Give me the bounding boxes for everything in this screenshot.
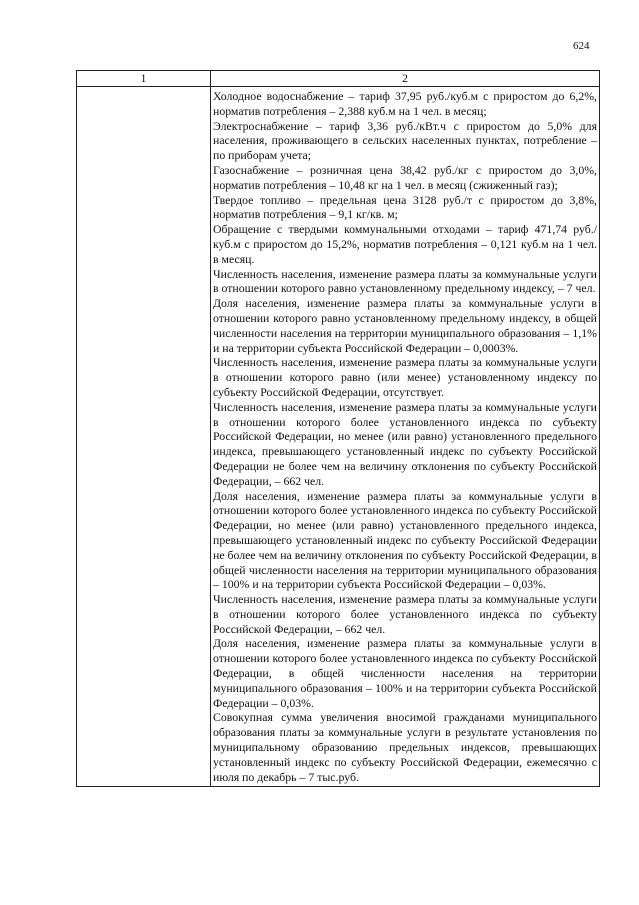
empty-cell-column-1 xyxy=(77,87,211,787)
paragraph-share-above-index: Доля населения, изменение размера платы за коммунальные услуги в отношении которого более установленного индекса по субъекту Российской Федерации, в общей численности населения на территории муниципального образования – 100% и на территории субъекта Российской Федерации – 0,03%. xyxy=(213,636,597,710)
document-table xyxy=(76,70,600,787)
paragraph-share-equal-limit: Доля населения, изменение размера платы за коммунальные услуги в отношении которого равно установленному предельному индексу, в общей численности населения на территории муниципального образования – 1,1% и на территории субъекта Российской Федерации – 0,0003%. xyxy=(213,296,597,355)
paragraph-gas: Газоснабжение – розничная цена 38,42 руб./кг с приростом до 3,0%, норматив потребления – 10,48 кг на 1 чел. в месяц (сжиженный газ); xyxy=(213,162,597,192)
paragraph-population-equal-limit: Численность населения, изменение размера платы за коммунальные услуги в отношении которого равно установленному предельному индексу, – 7 чел. xyxy=(213,266,597,296)
table-row xyxy=(77,87,600,787)
paragraph-electricity: Электроснабжение – тариф 3,36 руб./кВт.ч с приростом до 5,0% для населения, проживающего в сельских населенных пунктах, потребление – по приборам учета; xyxy=(213,118,597,163)
paragraph-share-within-deviation: Доля населения, изменение размера платы за коммунальные услуги в отношении которого более установленного индекса по субъекту Российской Федерации, но менее (или равно) установленного предельного индекса, превышающего установленный индекс по субъекту Российской Федерации не более чем на величину отклонения по субъекту Российской Федерации, в общей численности населения на территории муниципального образования – 100% и на территории субъекта Российской Федерации – 0,03%. xyxy=(213,488,597,592)
column-header-1: 1 xyxy=(77,71,211,87)
text-cell-column-2 xyxy=(211,87,600,787)
paragraph-solid-fuel: Твердое топливо – предельная цена 3128 руб./т с приростом до 3,8%, норматив потребления – 9,1 кг/кв. м; xyxy=(213,192,597,222)
paragraph-population-below-index: Численность населения, изменение размера платы за коммунальные услуги в отношении которого равно (или менее) установленному индексу по субъекту Российской Федерации, отсутствует. xyxy=(213,355,597,399)
column-header-2: 2 xyxy=(211,71,600,87)
paragraph-waste: Обращение с твердыми коммунальными отходами – тариф 471,74 руб./куб.м с приростом до 15,2%, норматив потребления – 0,121 куб.м на 1 чел. в месяц. xyxy=(213,222,597,266)
table-header-row xyxy=(77,71,600,87)
paragraph-total-increase: Совокупная сумма увеличения вносимой гражданами муниципального образования платы за коммунальные услуги в результате установления по муниципальному образованию предельных индексов, превышающих установленный индекс по субъекту Российской Федерации, ежемесячно с июля по декабрь – 7 тыс.руб. xyxy=(213,710,597,784)
paragraph-population-within-deviation: Численность населения, изменение размера платы за коммунальные услуги в отношении которого более установленного индекса по субъекту Российской Федерации, но менее (или равно) установленного предельного индекса, превышающего установленный индекс по субъекту Российской Федерации не более чем на величину отклонения по субъекту Российской Федерации, – 662 чел. xyxy=(213,399,597,488)
paragraph-population-above-index: Численность населения, изменение размера платы за коммунальные услуги в отношении которого более установленного индекса по субъекту Российской Федерации, – 662 чел. xyxy=(213,592,597,636)
paragraph-cold-water: Холодное водоснабжение – тариф 37,95 руб./куб.м с приростом до 6,2%, норматив потребления – 2,388 куб.м на 1 чел. в месяц; xyxy=(213,89,597,118)
page-number: 624 xyxy=(573,40,590,52)
